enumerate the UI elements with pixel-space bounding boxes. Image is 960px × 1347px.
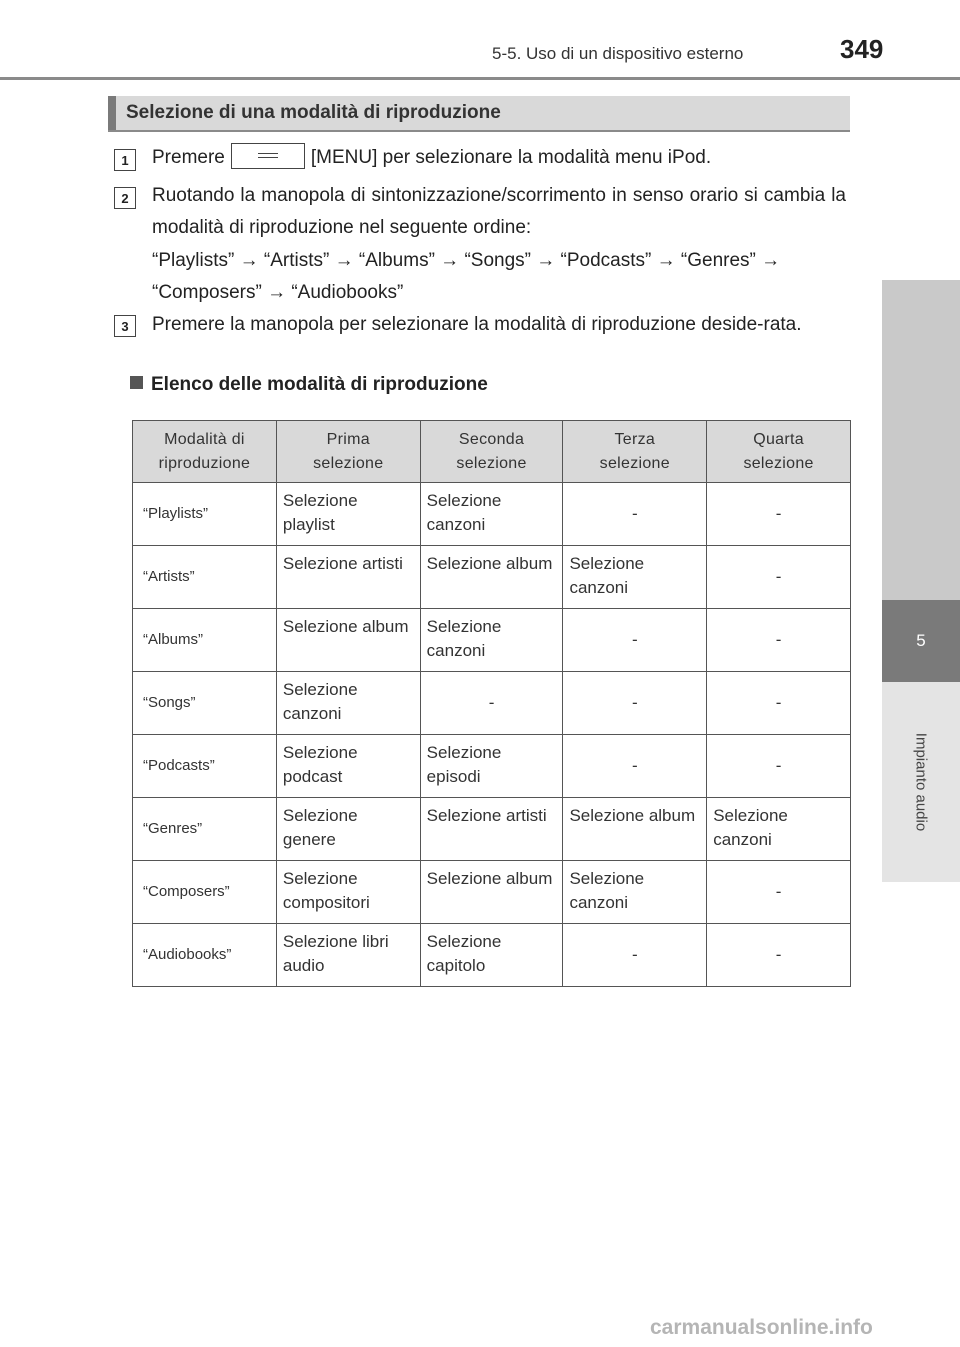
square-bullet-icon	[130, 376, 143, 389]
mode-cell: “Songs”	[133, 672, 277, 735]
table-row	[133, 735, 851, 798]
selection-cell: Selezione artisti	[420, 798, 563, 861]
chapter-label: Impianto audio	[912, 732, 930, 832]
selection-cell: Selezione playlist	[276, 483, 420, 546]
chapter-number: 5	[916, 631, 926, 650]
table-header-cell: Seconda selezione	[420, 421, 563, 483]
selection-cell: Selezione compositori	[276, 861, 420, 924]
section-title: Selezione di una modalità di riproduzione	[126, 102, 501, 123]
selection-cell: -	[707, 924, 851, 987]
selection-cell: -	[707, 861, 851, 924]
table-row	[133, 798, 851, 861]
selection-cell: -	[707, 672, 851, 735]
selection-cell: Selezione canzoni	[563, 861, 707, 924]
selection-cell: -	[563, 672, 707, 735]
step-2-text: Ruotando la manopola di sintonizzazione/scorrimento in senso orario si cambia la modalità di riproduzione nel seguente ordine:	[152, 185, 846, 238]
step-badge-2: 2	[114, 187, 136, 209]
selection-cell: Selezione capitolo	[420, 924, 563, 987]
step-2-order: “Playlists” → “Artists” → “Albums” → “Songs” → “Podcasts” → “Genres” → “Composers” → “Audiobooks”	[152, 250, 781, 303]
section-header: 5-5. Uso di un dispositivo esterno	[492, 44, 744, 63]
side-tab-strip	[882, 280, 960, 600]
selection-cell: Selezione canzoni	[707, 798, 851, 861]
selection-cell: Selezione podcast	[276, 735, 420, 798]
table-row	[133, 924, 851, 987]
section-title-bar	[108, 96, 850, 132]
step-1-after: [MENU] per selezionare la modalità menu iPod.	[310, 147, 712, 168]
selection-cell: -	[563, 735, 707, 798]
step-1-text	[152, 142, 846, 174]
table-header-cell: Prima selezione	[276, 421, 420, 483]
subheading	[130, 374, 488, 396]
watermark: carmanualsonline.info	[650, 1316, 873, 1339]
mode-cell: “Playlists”	[133, 483, 277, 546]
selection-cell: -	[420, 672, 563, 735]
selection-cell: Selezione album	[420, 861, 563, 924]
selection-cell: Selezione libri audio	[276, 924, 420, 987]
table-body	[133, 483, 851, 987]
chapter-number-tab	[882, 600, 960, 682]
mode-cell: “Composers”	[133, 861, 277, 924]
subheading-text: Elenco delle modalità di riproduzione	[151, 374, 488, 395]
page-number: 349	[840, 34, 884, 64]
mode-cell: “Genres”	[133, 798, 277, 861]
header-divider	[0, 77, 960, 80]
selection-cell: Selezione album	[420, 546, 563, 609]
selection-cell: -	[707, 735, 851, 798]
chapter-label-tab	[882, 682, 960, 882]
mode-cell: “Artists”	[133, 546, 277, 609]
selection-cell: -	[707, 483, 851, 546]
selection-cell: Selezione canzoni	[276, 672, 420, 735]
mode-cell: “Albums”	[133, 609, 277, 672]
table-header-row	[133, 421, 851, 483]
table-header-cell: Modalità di riproduzione	[133, 421, 277, 483]
selection-cell: -	[563, 609, 707, 672]
selection-cell: -	[563, 483, 707, 546]
table-header-cell: Terza selezione	[563, 421, 707, 483]
selection-cell: -	[707, 546, 851, 609]
step-badge-1: 1	[114, 149, 136, 171]
selection-cell: Selezione episodi	[420, 735, 563, 798]
selection-cell: Selezione album	[276, 609, 420, 672]
selection-cell: -	[563, 924, 707, 987]
step-1-before: Premere	[152, 147, 225, 168]
mode-cell: “Podcasts”	[133, 735, 277, 798]
table-row	[133, 861, 851, 924]
selection-cell: Selezione canzoni	[563, 546, 707, 609]
table-header-cell: Quarta selezione	[707, 421, 851, 483]
table-row	[133, 546, 851, 609]
selection-cell: Selezione canzoni	[420, 483, 563, 546]
menu-button-icon	[231, 143, 305, 169]
selection-cell: -	[707, 609, 851, 672]
step-3-text: Premere la manopola per selezionare la modalità di riproduzione deside-rata.	[152, 314, 802, 335]
selection-cell: Selezione genere	[276, 798, 420, 861]
table-row	[133, 609, 851, 672]
section-accent	[108, 96, 116, 130]
step-badge-3: 3	[114, 315, 136, 337]
table-row	[133, 672, 851, 735]
selection-cell: Selezione canzoni	[420, 609, 563, 672]
table-row	[133, 483, 851, 546]
mode-cell: “Audiobooks”	[133, 924, 277, 987]
selection-cell: Selezione artisti	[276, 546, 420, 609]
selection-cell: Selezione album	[563, 798, 707, 861]
playback-modes-table	[132, 420, 851, 987]
